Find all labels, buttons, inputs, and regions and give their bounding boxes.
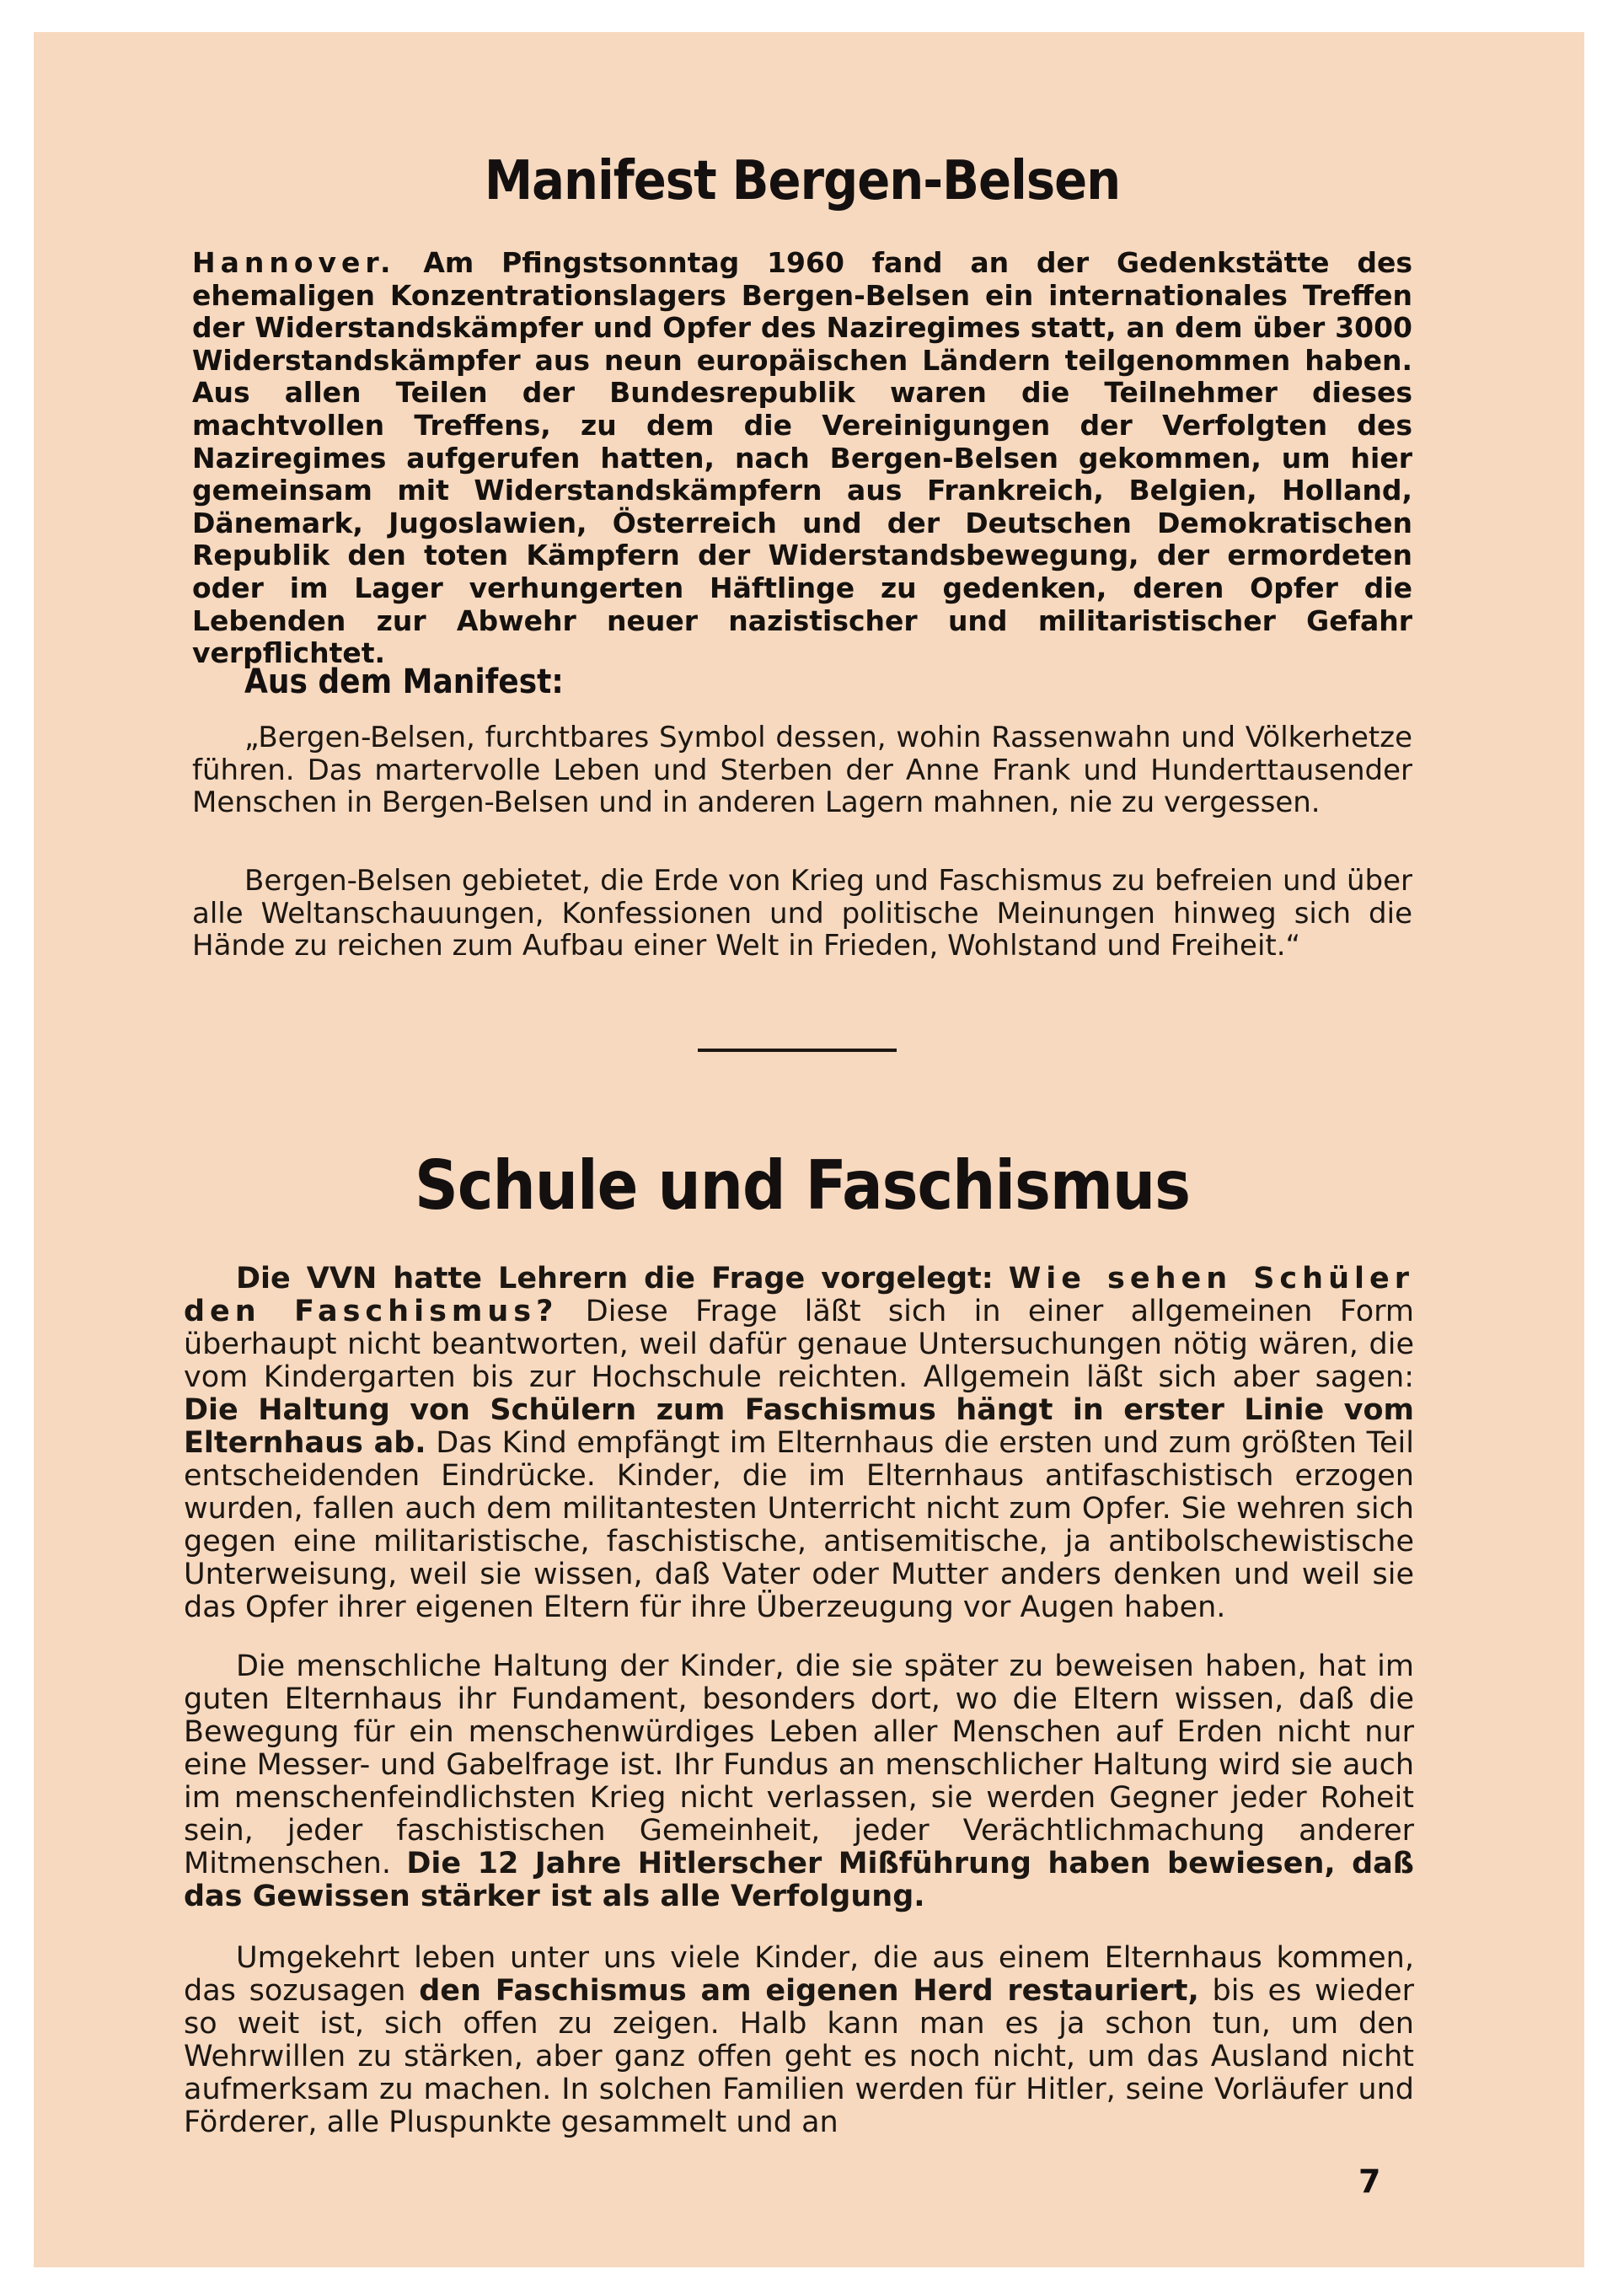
paragraph-text: Diese Frage läßt sich in einer allgemeinen Form überhaupt nicht beantworten, weil dafür genaue Untersuchungen nötig wären, die vom Kindergarten bis zur Hochschule reichten. Allgemein läßt sich aber sagen:	[184, 1295, 1414, 1394]
body-paragraph-3	[184, 1942, 1414, 2139]
paragraph-text: Umgekehrt leben unter uns viele Kinder, die aus einem Elternhaus kommen, das sozusagen	[184, 1941, 1414, 2008]
paragraph-text: bis es wieder so weit ist, sich offen zu zeigen. Halb kann man es ja schon tun, um den Wehrwillen zu stärken, aber ganz offen geht es noch nicht, um das Ausland nicht aufmerksam zu machen. In solchen Familien werden für Hitler, seine Vorläufer und Förderer, alle Pluspunkte gesammelt und an	[184, 1974, 1414, 2139]
body-paragraph-2	[184, 1650, 1414, 1913]
manifest-quote-2: Bergen-Belsen gebietet, die Erde von Krieg und Faschismus zu befreien und über alle Weltanschauungen, Konfessionen und politische Meinungen hinweg sich die Hände zu reichen zum Aufbau einer Welt in Frieden, Wohlstand und Freiheit.“	[192, 864, 1412, 963]
paragraph-text: Das Kind empfängt im Elternhaus die ersten und zum größten Teil entscheidenden Eindrücke. Kinder, die im Elternhaus antifaschistisch erzogen wurden, fallen auch dem militantesten Unterricht nicht zum Opfer. Sie wehren sich gegen eine militaristische, faschistische, antisemitische, ja antibolschewistische Unterweisung, weil sie wissen, daß Vater oder Mutter anders denken und weil sie das Opfer ihrer eigenen Eltern für ihre Überzeugung vor Augen haben.	[184, 1426, 1414, 1624]
article-title-manifest: Manifest Bergen-Belsen	[484, 150, 1121, 212]
bold-statement: Die 12 Jahre Hitlerscher Mißführung haben bewiesen, daß das Gewissen stärker ist als alle Verfolgung.	[184, 1847, 1414, 1913]
manifest-quote-1: „Bergen-Belsen, furchtbares Symbol dessen, wohin Rassenwahn und Völkerhetze führen. Das martervolle Leben und Sterben der Anne Frank und Hunderttausender Menschen in Bergen-Belsen und in anderen Lagern mahnen, nie zu vergessen.	[192, 721, 1412, 820]
subheading-manifest: Aus dem Manifest:	[244, 663, 564, 701]
article-intro-paragraph	[192, 247, 1412, 670]
body-paragraph-1	[184, 1263, 1414, 1624]
page-number: 7	[1358, 2163, 1381, 2200]
dateline: Hannover.	[192, 246, 396, 279]
article-title-schule: Schule und Faschismus	[415, 1146, 1190, 1225]
paragraph-text: Die menschliche Haltung der Kinder, die sie später zu beweisen haben, hat im guten Elternhaus ihr Fundament, besonders dort, wo die Eltern wissen, daß die Bewegung für ein menschenwürdiges Leben aller Menschen auf Erden nicht nur eine Messer- und Gabelfrage ist. Ihr Fundus an menschlicher Haltung wird sie auch im menschenfeindlichsten Krieg nicht verlassen, sie werden Gegner jeder Roheit sein, jeder faschistischen Gemeinheit, jeder Verächtlichmachung anderer Mitmenschen.	[184, 1650, 1414, 1880]
intro-text: Am Pfingstsonntag 1960 fand an der Gedenkstätte des ehemaligen Konzentrationslagers Bergen-Belsen ein internationales Treffen der Widerstandskämpfer und Opfer des Naziregimes statt, an dem über 3000 Widerstandskämpfer aus neun europäischen Ländern teilgenommen haben. Aus allen Teilen der Bundesrepublik waren die Teilnehmer dieses machtvollen Treffens, zu dem die Vereinigungen der Verfolgten des Naziregimes aufgerufen hatten, nach Bergen-Belsen gekommen, um hier gemeinsam mit Widerstandskämpfern aus Frankreich, Belgien, Holland, Dänemark, Jugoslawien, Österreich und der Deutschen Demokratischen Republik den toten Kämpfern der Widerstandsbewegung, der ermordeten oder im Lager verhungerten Häftlinge zu gedenken, deren Opfer die Lebenden zur Abwehr neuer nazistischer und militaristischer Gefahr verpflichtet.	[192, 246, 1412, 670]
document-page	[34, 32, 1584, 2267]
bold-statement: Die Haltung von Schülern zum Faschismus hängt in erster Linie vom Elternhaus ab.	[184, 1393, 1414, 1460]
bold-intro: Die VVN hatte Lehrern die Frage vorgelegt:	[236, 1262, 994, 1296]
spaced-question: Wie sehen Schüler den Faschismus?	[184, 1262, 1414, 1328]
section-divider	[698, 1049, 897, 1052]
bold-statement: den Faschismus am eigenen Herd restauriert,	[419, 1974, 1199, 2008]
